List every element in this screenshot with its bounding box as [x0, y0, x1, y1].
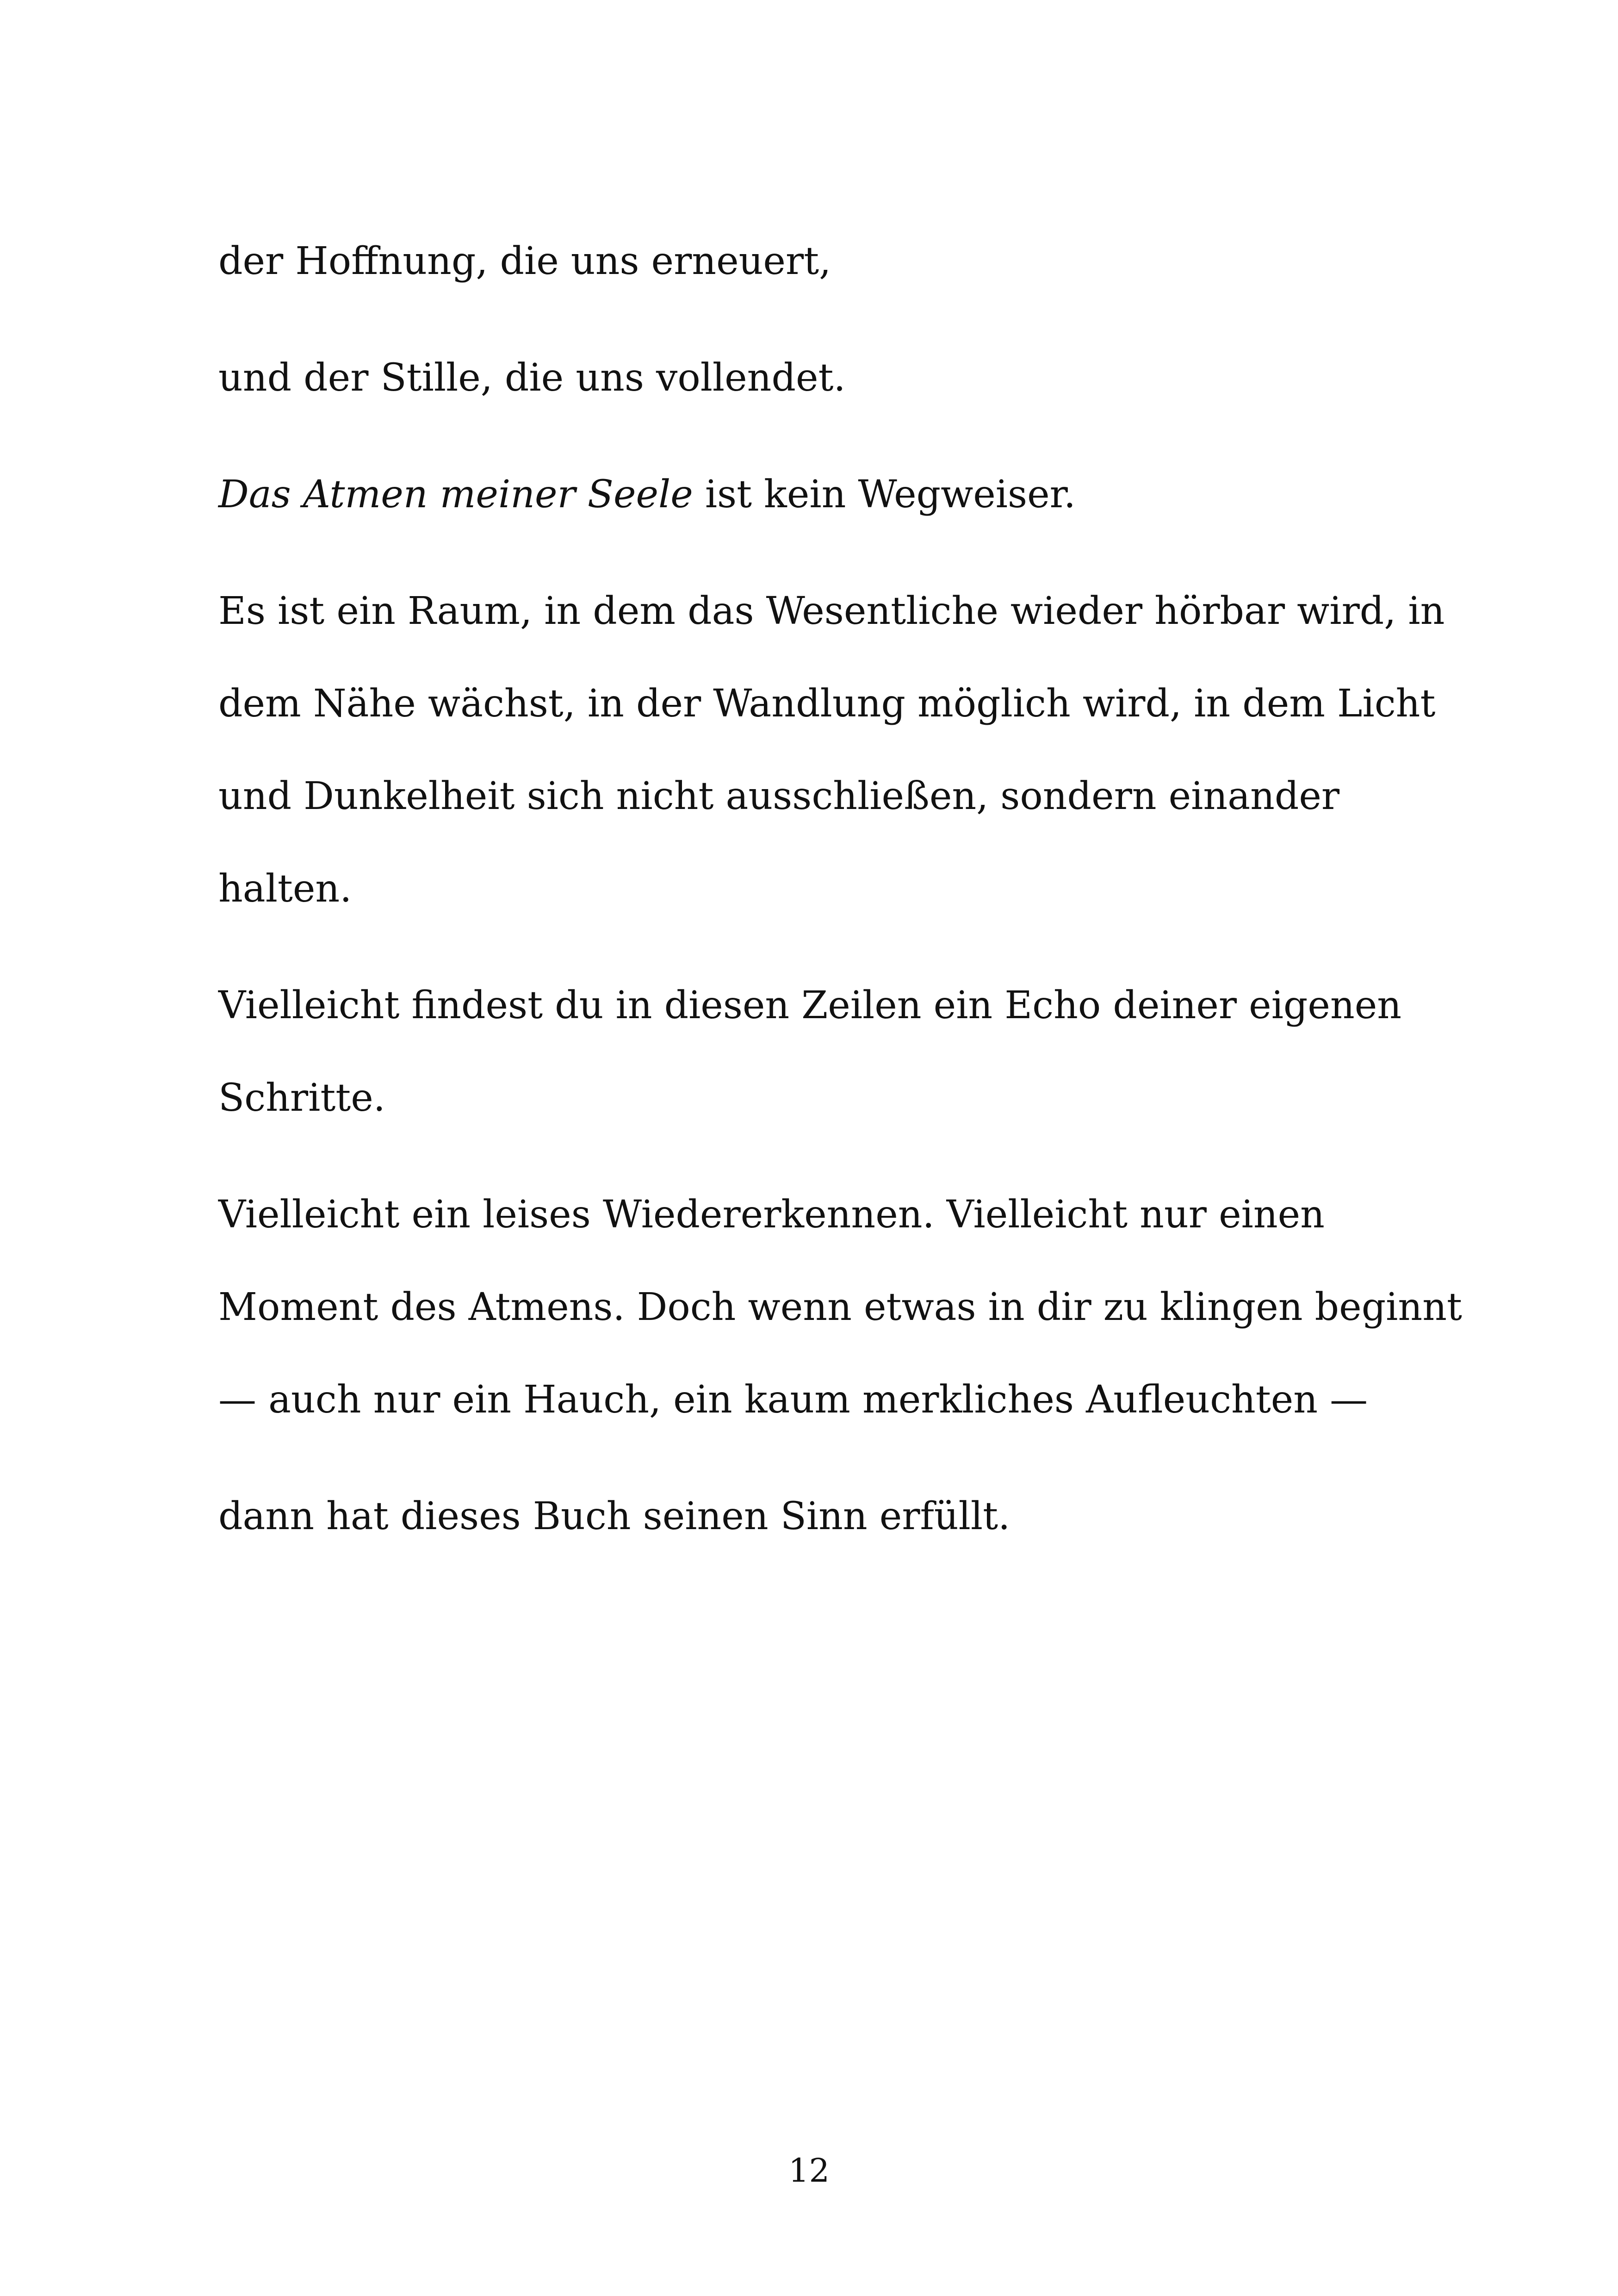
paragraph-1: der Hoffnung, die uns erneuert,	[218, 239, 831, 283]
paragraph-3-rest: ist kein Wegweiser.	[693, 473, 1076, 516]
paragraph-6: Vielleicht ein leises Wiedererkennen. Vielleicht nur einen Moment des Atmens. Doch wenn etwas in dir zu klingen beginnt — auch nur ein Hauch, ein kaum merkliches Aufleuchten —	[218, 1193, 1462, 1422]
paragraph-7: dann hat dieses Buch seinen Sinn erfüllt.	[218, 1494, 1010, 1538]
page-number: 12	[788, 2152, 830, 2190]
book-title-italic: Das Atmen meiner Seele	[218, 473, 693, 516]
paragraph-5: Vielleicht findest du in diesen Zeilen ein Echo deiner eigenen Schritte.	[218, 983, 1402, 1120]
paragraph-3	[218, 448, 1468, 541]
paragraph-2: und der Stille, die uns vollendet.	[218, 356, 846, 400]
body-text	[218, 215, 1468, 1587]
paragraph-4: Es ist ein Raum, in dem das Wesentliche wieder hörbar wird, in dem Nähe wächst, in der Wandlung möglich wird, in dem Licht und Dunkelheit sich nicht ausschließen, sondern einander halten.	[218, 589, 1445, 911]
